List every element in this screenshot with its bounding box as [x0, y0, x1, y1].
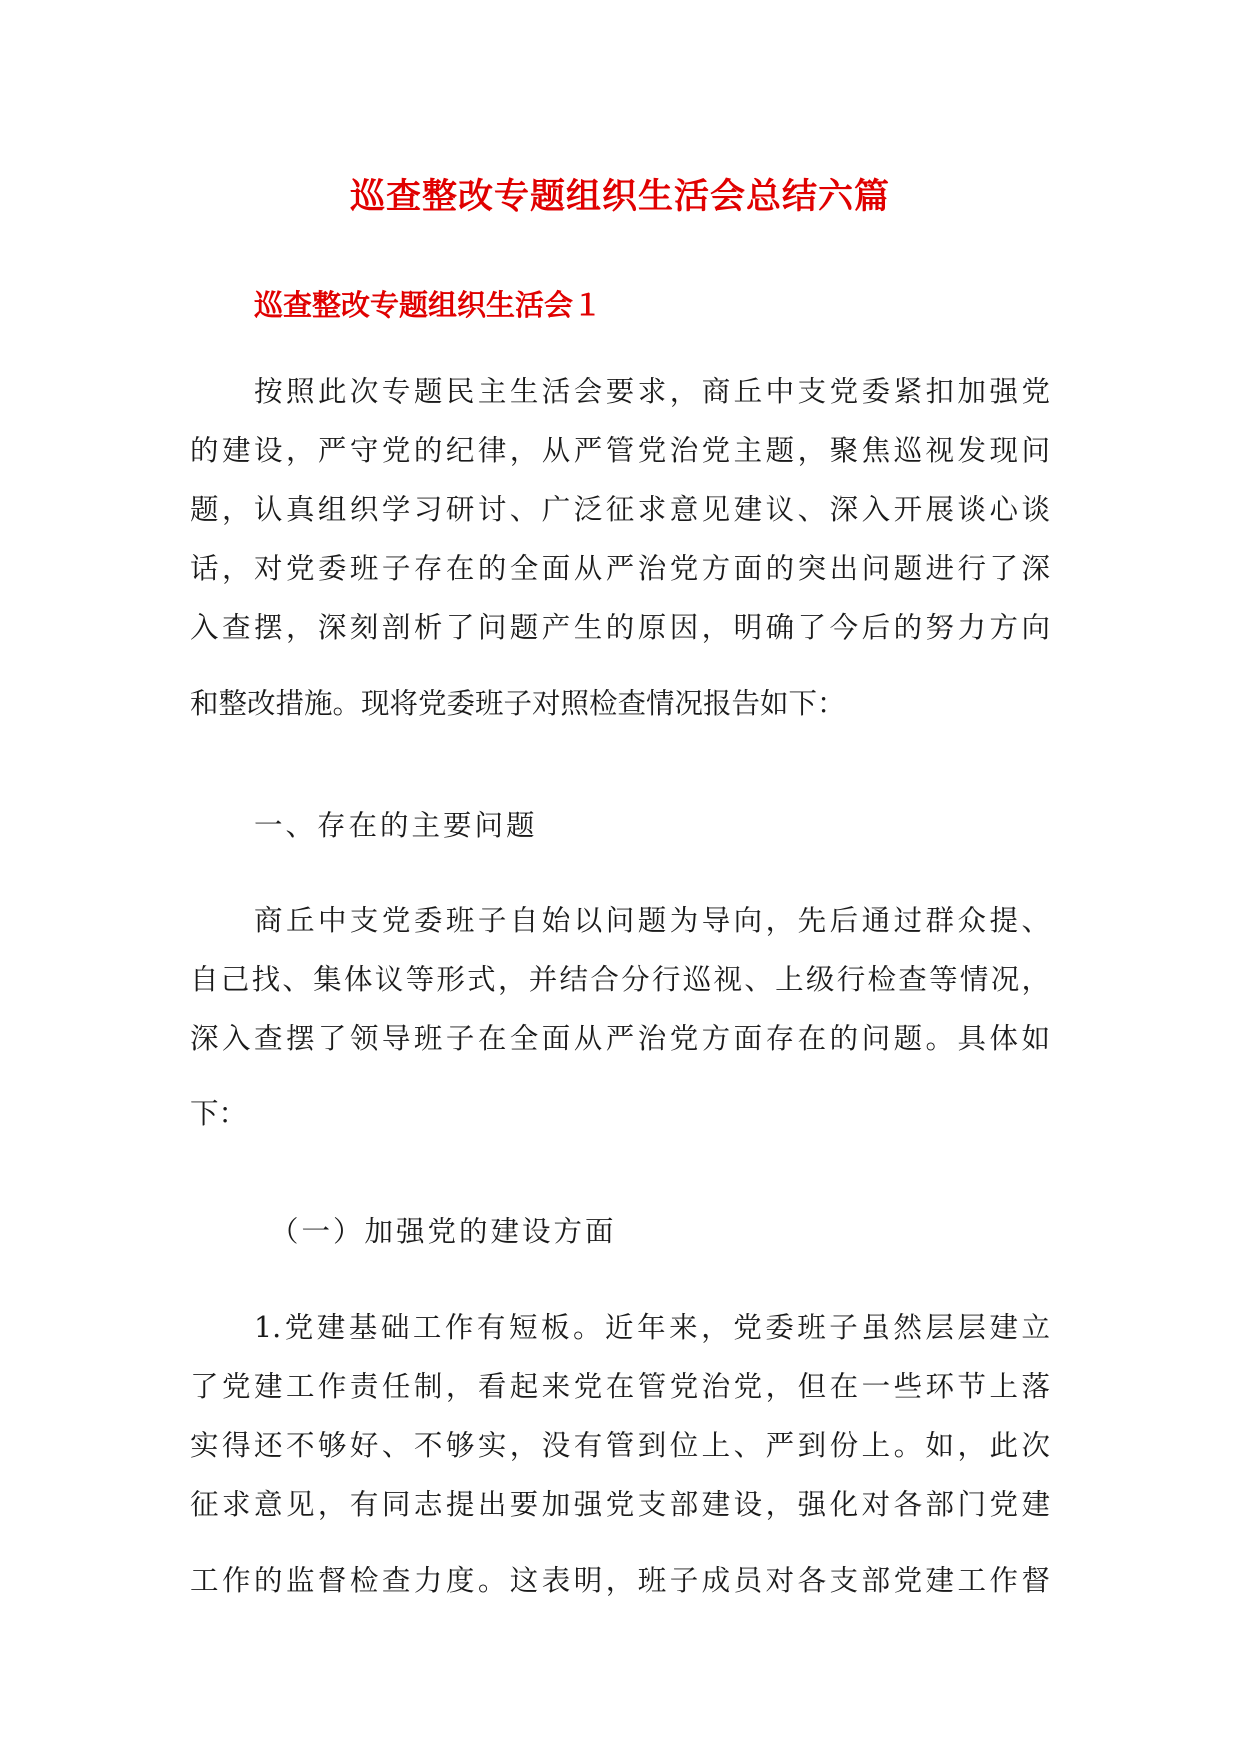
paragraph-line: 按照此次专题民主生活会要求，商丘中支党委紧扣加强党 [254, 375, 1050, 408]
paragraph-line: 商丘中支党委班子自始以问题为导向，先后通过群众提、 [254, 904, 1050, 937]
paragraph-line: 工作的监督检查力度。这表明，班子成员对各支部党建工作督 [190, 1564, 1050, 1597]
paragraph-line: 1.党建基础工作有短板。近年来，党委班子虽然层层建立 [254, 1311, 1050, 1344]
document-title: 巡查整改专题组织生活会总结六篇 [349, 176, 890, 217]
paragraph-line: 话，对党委班子存在的全面从严治党方面的突出问题进行了深 [190, 552, 1050, 585]
paragraph-line: 征求意见，有同志提出要加强党支部建设，强化对各部门党建 [190, 1488, 1050, 1521]
paragraph-line: 的建设，严守党的纪律，从严管党治党主题，聚焦巡视发现问 [190, 434, 1050, 467]
paragraph-line: 下： [190, 1097, 248, 1130]
paragraph-line: 深入查摆了领导班子在全面从严治党方面存在的问题。具体如 [190, 1022, 1050, 1055]
heading-party-building: （一）加强党的建设方面 [270, 1215, 617, 1248]
paragraph-line: 实得还不够好、不够实，没有管到位上、严到份上。如，此次 [190, 1429, 1050, 1462]
paragraph-line: 自己找、集体议等形式，并结合分行巡视、上级行检查等情况， [190, 963, 1050, 996]
paragraph-line: 了党建工作责任制，看起来党在管党治党，但在一些环节上落 [190, 1370, 1050, 1403]
heading-main-problems: 一、存在的主要问题 [254, 809, 538, 842]
paragraph-line: 入查摆，深刻剖析了问题产生的原因，明确了今后的努力方向 [190, 611, 1050, 644]
section-title: 巡查整改专题组织生活会１ [254, 288, 603, 322]
paragraph-line: 和整改措施。现将党委班子对照检查情况报告如下： [190, 687, 846, 720]
paragraph-line: 题，认真组织学习研讨、广泛征求意见建议、深入开展谈心谈 [190, 493, 1050, 526]
